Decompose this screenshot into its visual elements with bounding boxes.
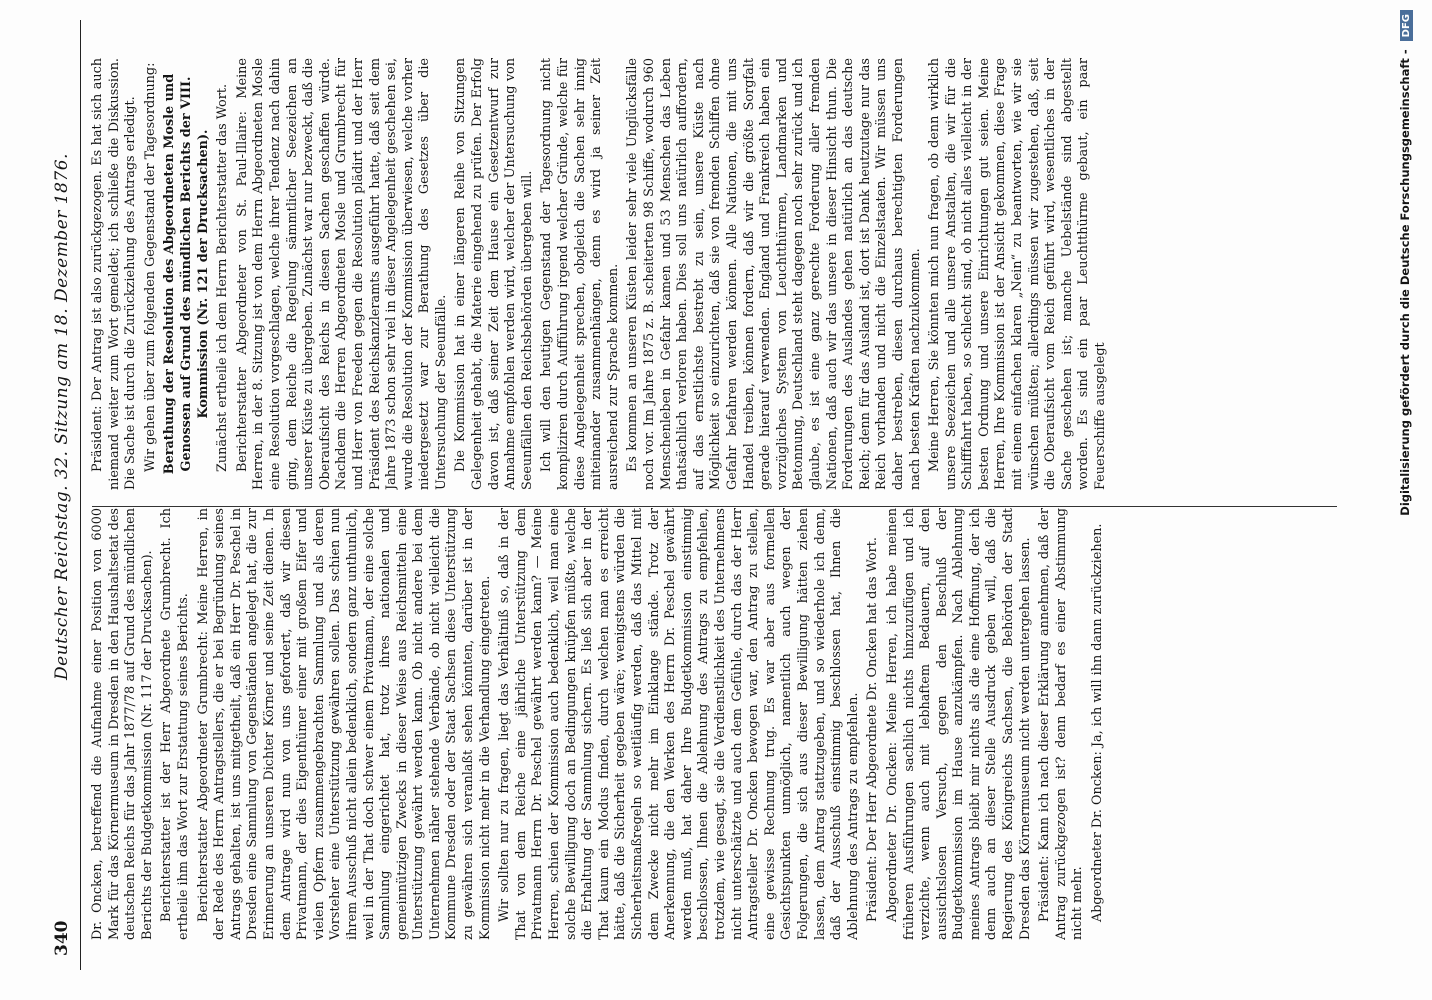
paragraph: Präsident: Der Antrag ist also zurückgezogen. Es hat sich auch niemand weiter zum Wort gemeldet; ich schließe die Diskussion. Die Sache ist durch die Zurückziehung des Antrags erledigt. bbox=[90, 58, 139, 490]
paragraph: Berichterstatter ist der Herr Abgeordnete Grumbrecht. Ich ertheile ihm das Wort zur Erstattung seines Berichts. bbox=[159, 508, 191, 940]
paragraph: Berichterstatter Abgeordneter Grumbrecht: Meine Herren, in der Rede des Herrn Antragstellers, die er bei Begründung seines Antrags gehalten, ist uns mitgetheilt, daß ein Herr Dr. Peschel in Dresden eine Sammlung von Gegenständen angelegt hat, die zur Erinnerung an unseren Dichter Körner und seine Zeit dienen. In dem Antrage wird nun von uns gefordert, daß wir diesen Privatmann, der dies Eigenthümer einer mit großem Eifer und vielen Opfern zusammengebrachten Sammlung und als deren Vorsteher eine Unterstützung gewähren sollen. Das schien nun ihrem Ausschuß nicht allein bedenklich, sondern ganz unthunlich, weil in der That doch schwer einem Privatmann, der eine solche Sammlung eingerichtet hat, trotz ihres nationalen und gemeinnützigen Zwecks in dieser Weise aus Reichsmitteln eine Unterstützung gewährt werden kann. Ob nicht andere bei dem Unternehmen näher stehende Verbände, ob nicht vielleicht die Kommune Dresden oder der Staat Sachsen diese Unterstützung zu gewähren sich veranlaßt sehen könnten, darüber ist in der Kommission nicht mehr in die Verhandlung eingetreten. bbox=[195, 508, 493, 940]
agenda-item-mosle: Berathung der Resolution des Abgeordneten Mosle und Genossen auf Grund des mündlichen Berichts der VIII. Kommission (Nr. 121 der Drucksachen). bbox=[162, 73, 211, 475]
paragraph: Abgeordneter Dr. Oncken: Ja, ich will ihn dann zurückziehen. bbox=[1090, 523, 1106, 922]
paragraph: Ich will den heutigen Gegenstand der Tagesordnung nicht kompliziren durch Aufführung irgend welcher Gründe, welche für diese Angelegenheit sprechen, obgleich die Sachen sehr innig miteinander zusammenhängen, denn es wird ja seiner Zeit ausreichend zur Sprache kommen. bbox=[539, 58, 621, 490]
paragraph: Meine Herren, Sie könnten mich nun fragen, ob denn wirklich unsere Seezeichen und alle unsere Anstalten, die wir für die Schifffahrt haben, so schlecht sind, ob nicht alles vielleicht in der besten Ordnung und unsere Einrichtungen gut seien. Meine Herren, Ihre Kommission ist der Ansicht gekommen, diese Frage mit einem einfachen klaren „Nein“ zu beantworten, wie wir sie wünschen müßten; allerdings müssen wir zugestehen, daß, seit die Oberaufsicht vom Reich geführt wird, wesentliches in der Sache geschehen ist; manche Uebelstände sind abgestellt worden. Es sind ein paar Leuchtthürme gebaut, ein paar Feuerschiffe ausgelegt bbox=[927, 58, 1109, 490]
running-title: Deutscher Reichstag. 32. Sitzung am 18. Dezember 1876. bbox=[52, 153, 72, 680]
dfg-logo: DFG bbox=[1400, 10, 1413, 41]
paragraph: Wir gehen über zum folgenden Gegenstand der Tagesordnung: bbox=[142, 62, 158, 472]
paragraph: Zunächst ertheile ich dem Herrn Berichterstatter das Wort. bbox=[215, 83, 231, 472]
paragraph: Wir sollten nur zu fragen, liegt das Verhältniß so, daß in der That von dem Reiche eine jährliche Unterstützung dem Privatmann Herrn Dr. Peschel gewährt werden kann? — Meine Herren, schien der Kommission auch bedenklich, weil man eine solche Bewilligung doch an Bedingungen knüpfen müßte, welche die Erhaltung der Sammlung sichern. Es ließ sich aber in der That kaum ein Modus finden, durch welchen man es erreicht hätte, daß die Sicherheit gegeben wäre; wenigstens würden die Sicherheitsmaßregeln so weitläufig werden, daß das Mittel mit dem Zwecke nicht mehr im Einklange stände. Trotz der Anerkennung, die den Werken des Herrn Dr. Peschel gewährt werden muß, hat daher Ihre Budgetkommission einstimmig beschlossen, Ihnen die Ablehnung des Antrags zu empfehlen, trotzdem, wie gesagt, sie die Verdienstlichkeit des Unternehmens nicht unterschätzte und auch dem Gefühle, durch das der Herr Antragsteller Dr. Oncken bewogen war, den Antrag zu stellen, eine gewisse Rechnung trug. Es war aber aus formellen Gesichtspunkten unmöglich, namentlich auch wegen der Folgerungen, die sich aus dieser Bewilligung hätten ziehen lassen, dem Antrag stattzugeben, und so wiederhole ich denn, daß der Ausschuß einstimmig beschlossen hat, Ihnen die Ablehnung des Antrags zu empfehlen. bbox=[497, 508, 861, 940]
paragraph: Berichterstatter Abgeordneter von St. Paul-Illaire: Meine Herren, in der 8. Sitzung ist von dem Herrn Abgeordneten Mosle eine Resolution vorgeschlagen, welche ihrer Tendenz nach dahin ging, dem Reiche die Regelung sämmtlicher Seezeichen an unserer Küste zu übergeben. Zunächst war nur bezweckt, daß die Oberaufsicht des Reichs in diesen Sachen geschaffen würde. Nachdem die Herren Abgeordneten Mosle und Grumbrecht für und Herr von Freeden gegen die Resolution plädirt und der Herr Präsident des Reichskanzleramts ausgeführt hatte, daß seit dem Jahre 1873 schon sehr viel in dieser Angelegenheit geschehen sei, wurde die Resolution der Kommission überwiesen, welche vorher niedergesetzt war zur Berathung des Gesetzes über die Untersuchung der Seeunfälle. bbox=[234, 58, 449, 490]
page-header bbox=[48, 20, 81, 970]
paragraph: Abgeordneter Dr. Oncken: Meine Herren, ich habe meinen früheren Ausführungen sachlich nichts hinzuzufügen und ich verzichte, wenn auch mit lebhaftem Bedauern, auf den aussichtslosen Versuch, gegen den Beschluß der Budgetkommission im Hause anzukämpfen. Nach Ablehnung meines Antrags bleibt mir nichts als die eine Hoffnung, der ich denn auch an dieser Stelle Ausdruck geben will, daß die Regierung des Königreichs Sachsen, die Behörden der Stadt Dresden das Körnermuseum nicht werden untergehen lassen. bbox=[884, 508, 1033, 940]
digitization-credit bbox=[1398, 10, 1420, 990]
text-column-left bbox=[90, 508, 1340, 940]
paragraph: Die Kommission hat in einer längeren Reihe von Sitzungen Gelegenheit gehabt, die Materie eingehend zu prüfen. Der Erfolg davon ist, daß seiner Zeit dem Hause ein Gesetzentwurf zur Annahme empfohlen werden wird, welcher der Untersuchung von Seeunfällen den Reichsbehörden übergeben will. bbox=[453, 58, 535, 490]
paragraph: Präsident: Der Herr Abgeordnete Dr. Oncken hat das Wort. bbox=[865, 537, 881, 922]
paragraph: Präsident: Kann ich nach dieser Erklärung annehmen, daß der Antrag zurückgezogen ist? denn bedarf es einer Abstimmung nicht mehr. bbox=[1037, 508, 1086, 940]
credit-text: Digitalisierung gefördert durch die Deutsche Forschungsgemeinschaft - bbox=[1398, 49, 1412, 516]
agenda-item-oncken: Dr. Oncken, betreffend die Aufnahme einer Position von 6000 Mark für das Körnermuseum in Dresden in den Haushaltsetat des deutschen Reichs für das Jahr 1877/78 auf Grund des mündlichen Berichts der Budgetkommission (Nr. 117 der Drucksachen). bbox=[90, 508, 155, 940]
paragraph: Es kommen an unseren Küsten leider sehr viele Unglücksfälle noch vor. Im Jahre 1875 z. B. scheiterten 98 Schiffe, wodurch 960 Menschenleben in Gefahr kamen und 53 Menschen das Leben thatsächlich verloren haben. Dies soll uns natürlich auffordern, auf das ernstlichste bestrebt zu sein, unsere Küste nach Möglichkeit so einzurichten, daß sie von fremden Schiffen ohne Gefahr befahren werden können. Alle Nationen, die mit uns Handel treiben, können fordern, daß wir die größte Sorgfalt gerade hierauf verwenden. England und Frankreich haben ein vorzügliches System von Leuchtthürmen, Landmarken und Betonnung, Deutschland steht dagegen noch sehr zurück und ich glaube, es ist eine ganz gerechte Forderung aller fremden Nationen, daß auch wir das unsere in dieser Hinsicht thun. Die Forderungen des Auslandes gehen natürlich an das deutsche Reich; denn für das Ausland ist, dort ist Dank heutzutage nur das Reich vorhanden und nicht die Einzelstaaten. Wir müssen uns daher bestreben, diesen durchaus berechtigten Forderungen nach besten Kräften nachzukommen. bbox=[625, 58, 923, 490]
text-column-right bbox=[90, 58, 1340, 490]
page-number: 340 bbox=[52, 920, 72, 956]
column-divider bbox=[92, 506, 1337, 507]
